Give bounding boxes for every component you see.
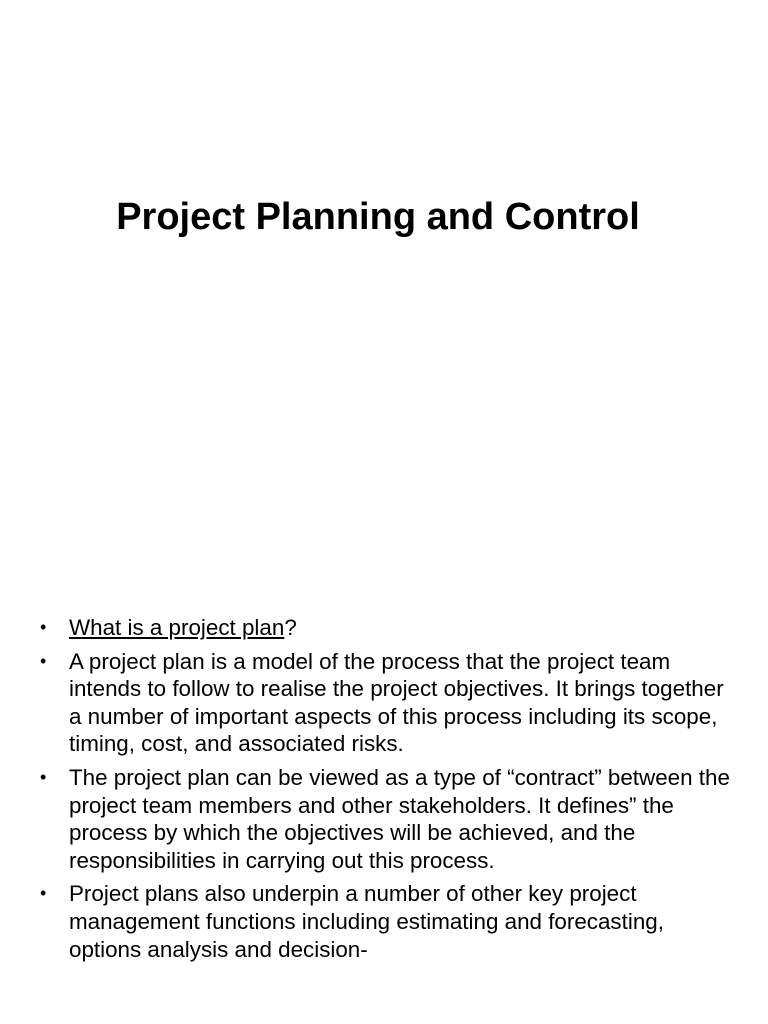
bullet-item-definition (40, 648, 730, 758)
question-underlined-text: What is a project plan (69, 615, 285, 640)
bullet-text: The project plan can be viewed as a type of “contract” between the project team members and other stakeholders. It defines” the process by which the objectives will be achieved, and the responsibilities in carrying out this process. (69, 764, 730, 873)
bullet-item-question (40, 614, 730, 642)
slide-title: Project Planning and Control (116, 196, 640, 238)
bullet-dot-icon: • (40, 883, 47, 904)
bullet-dot-icon: • (40, 617, 47, 637)
bullet-text: Project plans also underpin a number of other key project management functions including estimating and forecasting, options analysis and decision- (69, 881, 664, 962)
bullet-dot-icon: • (40, 766, 47, 787)
bullet-text: A project plan is a model of the process that the project team intends to follow to realise the project objectives. It brings together a number of important aspects of this process including its scope, timing, cost, and associated risks. (69, 648, 724, 757)
bullet-list (40, 614, 730, 969)
bullet-dot-icon: • (40, 650, 47, 671)
question-mark-text: ? (284, 615, 297, 640)
bullet-item-contract (40, 764, 730, 874)
bullet-item-functions (40, 880, 730, 963)
